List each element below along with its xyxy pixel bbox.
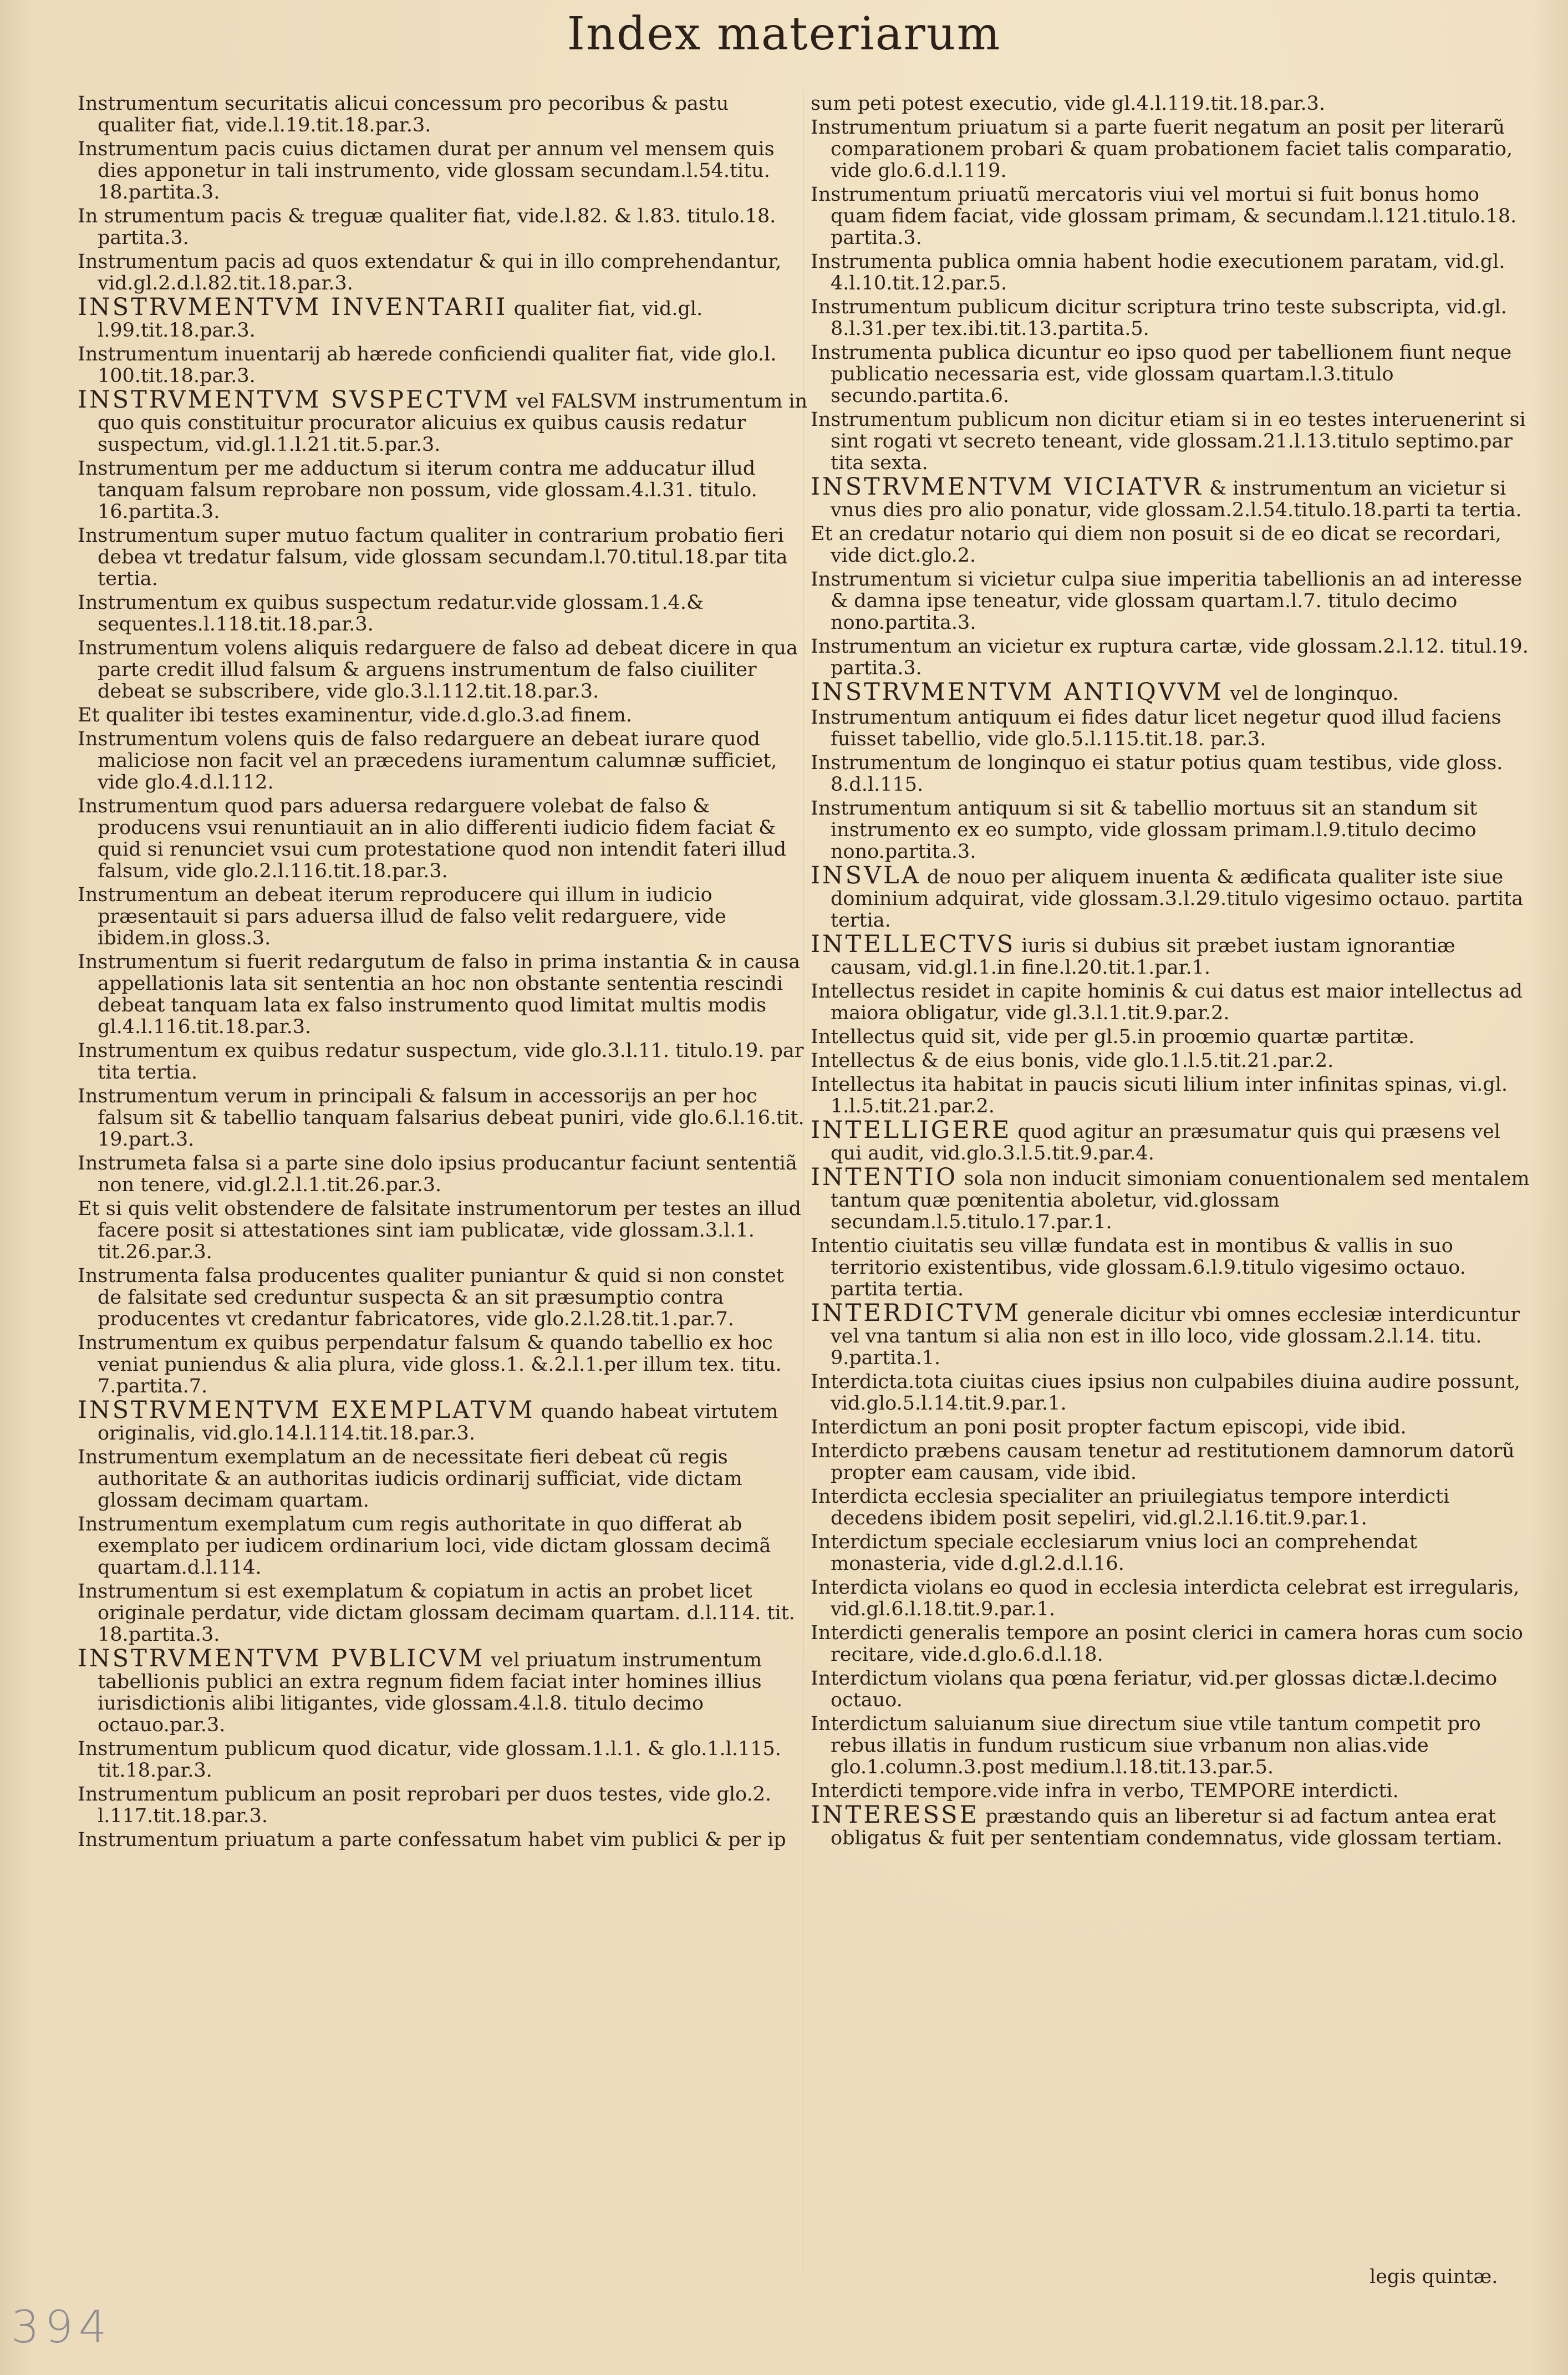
- catchword: legis quintæ.: [1370, 2266, 1498, 2288]
- index-entry: [811, 1026, 1531, 1048]
- entry-headword: INTERDICTVM: [811, 1299, 1021, 1327]
- entry-text: Interdicti tempore.vide infra in verbo, TEMPORE interdicti.: [811, 1780, 1399, 1802]
- entry-text: iuris si dubius sit præbet iustam ignorantiæ causam, vid.gl.1.in fine.l.20.tit.1.par.1.: [831, 935, 1455, 979]
- index-entry: [78, 1333, 810, 1397]
- index-entry: [78, 796, 810, 882]
- index-entry: [78, 1086, 810, 1151]
- index-entry: [811, 1050, 1531, 1072]
- page-title: Index materiarum: [567, 8, 1001, 60]
- entry-text: Intellectus residet in capite hominis & cui datus est maior intellectus ad maiora obligatur, vide gl.3.l.1.tit.9.par.2.: [811, 980, 1523, 1024]
- entry-text: Instrumentum exemplatum cum regis authoritate in quo differat ab exemplato per iudicem ordinarium loci, vide dictam glossam decimã quartam.d.l.114.: [78, 1513, 771, 1579]
- index-entry: [811, 409, 1531, 474]
- index-entry: [811, 342, 1531, 407]
- entry-text: Instrumentum antiquum ei fides datur licet negetur quod illud faciens fuisset tabellio, vide glo.5.l.115.tit.18. par.3.: [811, 706, 1501, 750]
- entry-text: Instrumentum inuentarij ab hærede conficiendi qualiter fiat, vide glo.l. 100.tit.18.par.3.: [78, 343, 777, 387]
- index-entry: [811, 1623, 1531, 1666]
- index-entry: [811, 752, 1531, 796]
- entry-text: Instrumentum de longinquo ei statur potius quam testibus, vide gloss. 8.d.l.115.: [811, 752, 1503, 796]
- entry-text: Instrumentum quod pars aduersa redarguere volebat de falso & producens vsui renuntiauit an in alio differenti iudicio fidem faciat & quid si renunciet vsui cum protestatione quod non intendit fateri illud falsum, vide glo.2.l.116.tit.18.par.3.: [78, 795, 787, 882]
- entry-text: Interdictum an poni posit propter factum episcopi, vide ibid.: [811, 1416, 1407, 1438]
- entry-text: Instrumentum volens aliquis redarguere de falso ad debeat dicere in qua parte credit illud falsum & arguens instrumentum de falso ciuiliter debeat se subscribere, vide glo.3.l.112.tit.18.par.3.: [78, 637, 798, 703]
- entry-text: quod agitur an præsumatur quis qui præsens vel qui audit, vid.glo.3.l.5.tit.9.par.4.: [831, 1121, 1500, 1164]
- index-entry: [811, 184, 1531, 249]
- entry-text: Intellectus & de eius bonis, vide glo.1.l.5.tit.21.par.2.: [811, 1050, 1334, 1072]
- index-entry: [811, 1299, 1531, 1369]
- entry-headword: INTELLIGERE: [811, 1116, 1012, 1144]
- entry-text: Et qualiter ibi testes examinentur, vide.d.glo.3.ad finem.: [78, 704, 632, 726]
- entry-text: Instrumenta falsa producentes qualiter puniantur & quid si non constet de falsitate sed creduntur suspecta & an sit præsumptio contra producentes vt credantur fabricatores, vide glo.2.l.28.tit.1.par.7.: [78, 1265, 784, 1330]
- entry-text: Instrumentum publicum an posit reprobari per duos testes, vide glo.2. l.117.tit.18.par.3.: [78, 1783, 772, 1827]
- index-entry: [78, 1396, 810, 1445]
- entry-text: quando habeat virtutem originalis, vid.glo.14.l.114.tit.18.par.3.: [98, 1401, 778, 1445]
- entry-text: Instrumentum pacis ad quos extendatur & qui in illo comprehendantur, vid.gl.2.d.l.82.tit.18.par.3.: [78, 251, 782, 294]
- entry-text: vel de longinquo.: [1223, 683, 1399, 705]
- entry-text: Interdicta ecclesia specialiter an priuilegiatus tempore interdicti decedens ibidem posit sepeliri, vid.gl.2.l.16.tit.9.par.1.: [811, 1486, 1450, 1529]
- entry-text: Instrumentum si est exemplatum & copiatum in actis an probet licet originale perdatur, vide dictam glossam decimam quartam. d.l.114. tit. 18.partita.3.: [78, 1580, 795, 1646]
- index-entry: [811, 1116, 1531, 1164]
- index-entry: [811, 1074, 1531, 1117]
- index-entry: [78, 729, 810, 794]
- entry-text: Instrumentum si vicietur culpa siue imperitia tabellionis an ad interesse & damna ipse teneatur, vide glossam quartam.l.7. titulo decimo nono.partita.3.: [811, 568, 1523, 634]
- entry-headword: INSTRVMENTVM VICIATVR: [811, 473, 1203, 501]
- entry-text: In strumentum pacis & treguæ qualiter fiat, vide.l.82. & l.83. titulo.18. partita.3.: [78, 205, 776, 249]
- index-entry: [78, 1040, 810, 1084]
- index-entry: [78, 592, 810, 635]
- entry-text: Interdictum violans qua pœna feriatur, vid.per glossas dictæ.l.decimo octauo.: [811, 1667, 1498, 1711]
- entry-text: Instrumentum per me adductum si iterum contra me adducatur illud tanquam falsum reprobare non possum, vide glossam.4.l.31. titulo. 16.partita.3.: [78, 457, 757, 523]
- entry-text: Instrumentum verum in principali & falsum in accessorijs an per hoc falsum sit & tabellio tanquam falsarius debeat puniri, vide glo.6.l.16.tit. 19.part.3.: [78, 1085, 805, 1151]
- entry-text: Instrumentum securitatis alicui concessum pro pecoribus & pastu qualiter fiat, vide.l.19.tit.18.par.3.: [78, 93, 729, 136]
- entry-text: Instrumentum volens quis de falso redarguere an debeat iurare quod maliciose non facit vel an præcedens iuramentum calumnæ sufficiet, vide glo.4.d.l.112.: [78, 728, 777, 794]
- entry-headword: INTELLECTVS: [811, 930, 1016, 958]
- index-entry: [811, 523, 1531, 567]
- index-entry: [78, 525, 810, 590]
- entry-text: Intellectus quid sit, vide per gl.5.in proœmio quartæ partitæ.: [811, 1026, 1415, 1048]
- folio-number: 394: [11, 2301, 113, 2353]
- index-entry: [811, 1163, 1531, 1233]
- index-entry: [811, 707, 1531, 750]
- index-entry: [78, 1645, 810, 1736]
- entry-text: Instrumentum super mutuo factum qualiter in contrarium probatio fieri debea vt tredatur falsum, vide glossam secundam.l.70.titul.18.par tita tertia.: [78, 525, 788, 590]
- index-entry: [78, 1265, 810, 1330]
- entry-text: Intentio ciuitatis seu villæ fundata est in montibus & vallis in suo territorio existentibus, vide glossam.6.l.9.titulo vigesimo octauo. partita tertia.: [811, 1235, 1466, 1300]
- index-entry: [78, 1514, 810, 1579]
- entry-text: Instrumenta publica dicuntur eo ipso quod per tabellionem fiunt neque publicatio necessaria est, vide glossam quartam.l.3.titulo secundo.partita.6.: [811, 342, 1512, 407]
- index-entry: [78, 1198, 810, 1263]
- entry-text: Instrumentum publicum dicitur scriptura trino teste subscripta, vid.gl. 8.l.31.per tex.ibi.tit.13.partita.5.: [811, 296, 1507, 340]
- index-entry: [78, 1829, 810, 1851]
- index-entry: [78, 458, 810, 523]
- index-entry: [78, 705, 810, 726]
- entry-text: Instrumentum priuatũ mercatoris viui vel mortui si fuit bonus homo quam fidem faciat, vide glossam primam, & secundam.l.121.titulo.18. partita.3.: [811, 184, 1517, 249]
- entry-headword: INTENTIO: [811, 1163, 958, 1191]
- index-entry: [811, 1235, 1531, 1300]
- left-column: [78, 93, 810, 1853]
- entry-text: generale dicitur vbi omnes ecclesiæ interdicuntur vel vna tantum si alia non est in illo loco, vide glossam.2.l.14. titu. 9.partita.1.: [831, 1304, 1520, 1369]
- index-entry: [78, 884, 810, 949]
- entry-text: Et an credatur notario qui diem non posuit si de eo dicat se recordari, vide dict.glo.2.: [811, 523, 1501, 567]
- index-entry: [78, 206, 810, 249]
- index-entry: [78, 251, 810, 294]
- index-entry: [78, 293, 810, 342]
- entry-text: & instrumentum an vicietur si vnus dies pro alio ponatur, vide glossam.2.l.54.titulo.18.parti ta tertia.: [831, 477, 1522, 521]
- entry-text: Instrumentum ex quibus suspectum redatur.vide glossam.1.4.& sequentes.l.118.tit.18.par.3.: [78, 592, 704, 635]
- entry-headword: INSTRVMENTVM PVBLICVM: [78, 1645, 485, 1672]
- entry-headword: INSTRVMENTVM INVENTARII: [78, 293, 508, 321]
- index-entry: [811, 1668, 1531, 1711]
- index-entry: [78, 1581, 810, 1646]
- entry-text: Instrumeta falsa si a parte sine dolo ipsius producantur faciunt sententiã non tenere, vid.gl.2.l.1.tit.26.par.3.: [78, 1152, 797, 1196]
- entry-text: Interdicto præbens causam tenetur ad restitutionem damnorum datorũ propter eam causam, vide ibid.: [811, 1440, 1515, 1484]
- index-entry: [811, 798, 1531, 863]
- entry-headword: INSTRVMENTVM SVSPECTVM: [78, 386, 511, 414]
- index-entry: [78, 1153, 810, 1196]
- index-entry: [78, 638, 810, 703]
- entry-text: Instrumentum an debeat iterum reproducere qui illum in iudicio præsentauit si pars aduersa illud de falso velit redarguere, vide ibidem.in gloss.3.: [78, 884, 726, 949]
- entry-headword: INSVLA: [811, 862, 921, 889]
- index-entry: [811, 930, 1531, 979]
- right-column: [811, 93, 1531, 1852]
- entry-text: Instrumentum pacis cuius dictamen durat per annum vel mensem quis dies apponetur in tali instrumento, vide glossam secundam.l.54.titu. 18.partita.3.: [78, 138, 775, 204]
- index-entry: [78, 139, 810, 204]
- index-entry: [811, 636, 1531, 679]
- entry-text: Interdictum speciale ecclesiarum vnius loci an comprehendat monasteria, vide d.gl.2.d.l.16.: [811, 1531, 1417, 1575]
- index-entry: [811, 1417, 1531, 1438]
- index-entry: [78, 1738, 810, 1782]
- index-entry: [811, 862, 1531, 932]
- entry-text: Instrumentum publicum quod dicatur, vide glossam.1.l.1. & glo.1.l.115. tit.18.par.3.: [78, 1738, 781, 1782]
- entry-headword: INTERESSE: [811, 1801, 979, 1829]
- index-entry: [811, 981, 1531, 1024]
- entry-text: Intellectus ita habitat in paucis sicuti lilium inter infinitas spinas, vi.gl. 1.l.5.tit.21.par.2.: [811, 1074, 1508, 1117]
- index-entry: [811, 1801, 1531, 1849]
- entry-text: Instrumentum an vicietur ex ruptura cartæ, vide glossam.2.l.12. titul.19. partita.3.: [811, 635, 1529, 679]
- index-entry: [78, 1447, 810, 1512]
- entry-text: de nouo per aliquem inuenta & ædificata qualiter iste siue dominium adquirat, vide glossam.3.l.29.titulo vigesimo octauo. partita tertia.: [831, 866, 1524, 932]
- entry-text: Instrumentum ex quibus perpendatur falsum & quando tabellio ex hoc veniat puniendus & alia plura, vide gloss.1. &.2.l.1.per illum tex. titu. 7.partita.7.: [78, 1332, 782, 1397]
- index-entry: [811, 473, 1531, 521]
- entry-text: Interdicta violans eo quod in ecclesia interdicta celebrat est irregularis, vid.gl.6.l.18.tit.9.par.1.: [811, 1576, 1520, 1620]
- entry-headword: INSTRVMENTVM EXEMPLATVM: [78, 1396, 535, 1424]
- index-entry: [811, 117, 1531, 182]
- entry-text: Instrumentum priuatum si a parte fuerit negatum an posit per literarũ comparationem probari & quam probationem faciet talis comparatio, vide glo.6.d.l.119.: [811, 116, 1513, 182]
- entry-text: Interdicta.tota ciuitas ciues ipsius non culpabiles diuina audire possunt, vid.glo.5.l.14.tit.9.par.1.: [811, 1371, 1520, 1415]
- entry-text: Instrumentum publicum non dicitur etiam si in eo testes interuenerint si sint rogati vt secreto teneant, vide glossam.21.l.13.titulo septimo.par tita sexta.: [811, 409, 1526, 474]
- index-entry: [811, 1781, 1531, 1802]
- entry-text: Instrumenta publica omnia habent hodie executionem paratam, vid.gl. 4.l.10.tit.12.par.5.: [811, 251, 1505, 294]
- entry-text: Instrumentum si fuerit redargutum de falso in prima instantia & in causa appellationis lata sit sententia an hoc non obstante sententia rescindi debeat tanquam lata ex falso instrumento quod limitat multis modis gl.4.l.116.tit.18.par.3.: [78, 951, 801, 1038]
- index-entry: [811, 93, 1531, 115]
- index-entry: [811, 297, 1531, 340]
- index-entry: [78, 344, 810, 387]
- entry-text: Interdictum saluianum siue directum siue vtile tantum competit pro rebus illatis in fundum rusticum siue vrbanum non alias.vide glo.1.column.3.post medium.l.18.tit.13.par.5.: [811, 1713, 1481, 1778]
- index-entry: [78, 952, 810, 1038]
- index-entry: [811, 1371, 1531, 1415]
- entry-headword: INSTRVMENTVM ANTIQVVM: [811, 678, 1224, 706]
- entry-text: Instrumentum antiquum si sit & tabellio mortuus sit an standum sit instrumento ex eo sumpto, vide glossam primam.l.9.titulo decimo nono.partita.3.: [811, 797, 1478, 863]
- index-entry: [811, 1532, 1531, 1575]
- index-entry: [811, 1577, 1531, 1620]
- index-entry: [811, 1486, 1531, 1529]
- index-entry: [78, 1784, 810, 1827]
- entry-text: Interdicti generalis tempore an posint clerici in camera horas cum socio recitare, vide.d.glo.6.d.l.18.: [811, 1622, 1523, 1666]
- entry-text: Instrumentum exemplatum an de necessitate fieri debeat cũ regis authoritate & an authoritas iudicis ordinarij sufficiat, vide dictam glossam decimam quartam.: [78, 1446, 742, 1512]
- entry-text: Et si quis velit obstendere de falsitate instrumentorum per testes an illud facere posit si attestationes sint iam publicatæ, vide glossam.3.l.1. tit.26.par.3.: [78, 1198, 801, 1263]
- entry-text: qualiter fiat, vid.gl. l.99.tit.18.par.3.: [98, 298, 703, 342]
- entry-text: Instrumentum ex quibus redatur suspectum, vide glo.3.l.11. titulo.19. par tita tertia.: [78, 1040, 804, 1084]
- index-entry: [811, 1713, 1531, 1778]
- entry-text: Instrumentum priuatum a parte confessatum habet vim publici & per ip: [78, 1829, 786, 1851]
- entry-text: sola non inducit simoniam conuentionalem sed mentalem tantum quæ pœnitentia aboletur, vid.glossam secundam.l.5.titulo.17.par.1.: [831, 1168, 1530, 1233]
- index-entry: [811, 678, 1531, 706]
- index-entry: [811, 569, 1531, 634]
- entry-text: vel priuatum instrumentum tabellionis publici an extra regnum fidem faciat inter homines illius iurisdictionis alibi litigantes, vide glossam.4.l.8. titulo decimo octauo.par.3.: [98, 1649, 762, 1736]
- entry-text: præstando quis an liberetur si ad factum antea erat obligatus & fuit per sententiam condemnatus, vide glossam tertiam.: [831, 1806, 1503, 1849]
- index-entry: [78, 93, 810, 136]
- index-entry: [811, 1441, 1531, 1484]
- index-entry: [811, 251, 1531, 294]
- entry-text: sum peti potest executio, vide gl.4.l.119.tit.18.par.3.: [811, 93, 1325, 115]
- entry-text: vel FALSVM instrumentum in quo quis constituitur procurator alicuius ex quibus causis redatur suspectum, vid.gl.1.l.21.tit.5.par.3.: [98, 390, 808, 456]
- index-entry: [78, 386, 810, 456]
